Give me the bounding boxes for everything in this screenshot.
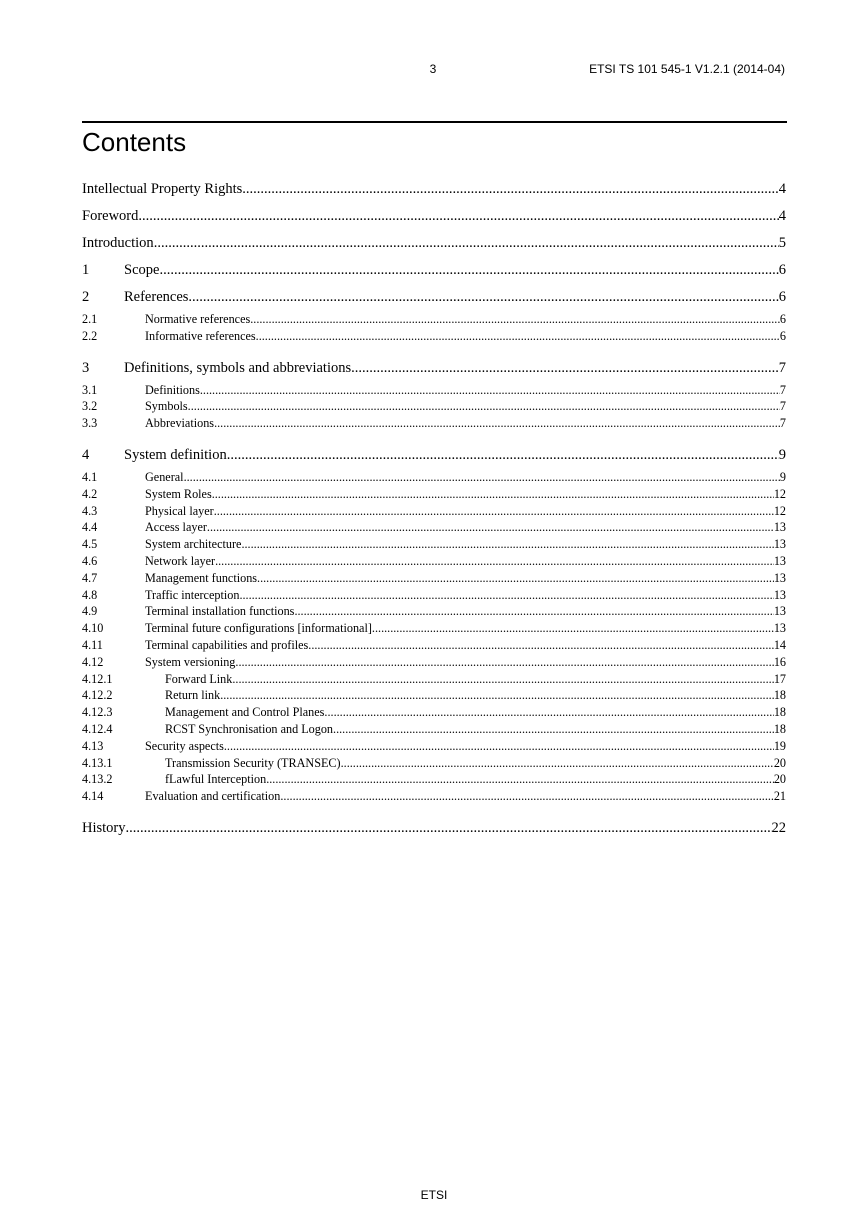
dot-leader [214, 415, 780, 432]
toc-entry-page: 13 [773, 604, 786, 619]
toc-entry-title[interactable]: Definitions, symbols and abbreviations [124, 359, 352, 376]
toc-entry-page: 9 [779, 469, 786, 484]
toc-entry-page: 18 [773, 721, 786, 736]
toc-entry[interactable] [82, 284, 786, 311]
toc-entry-page: 9 [778, 446, 786, 463]
toc-entry-page: 14 [773, 637, 786, 652]
toc-entry-number: 4.2 [82, 486, 98, 501]
toc-entry[interactable] [82, 738, 786, 755]
toc-entry-page: 6 [779, 328, 786, 343]
toc-entry-number: 4.12.4 [82, 721, 113, 736]
toc-entry-title[interactable]: Evaluation and certification [145, 789, 281, 804]
toc-entry[interactable] [82, 311, 786, 328]
toc-entry-title[interactable]: Terminal capabilities and profiles [145, 637, 309, 652]
toc-entry[interactable] [82, 553, 786, 570]
toc-entry[interactable] [82, 587, 786, 604]
dot-leader [333, 721, 774, 738]
toc-entry[interactable] [82, 654, 786, 671]
toc-entry-page: 5 [778, 235, 786, 251]
toc-entry[interactable] [82, 771, 786, 788]
toc-entry-page: 21 [773, 789, 786, 804]
toc-entry-page: 20 [773, 755, 786, 770]
toc-entry-number: 2.2 [82, 328, 98, 343]
toc-entry[interactable] [82, 257, 786, 284]
toc-entry-number: 2.1 [82, 312, 98, 326]
toc-entry-page: 7 [779, 416, 786, 431]
toc-entry-number: 4.13.1 [82, 755, 113, 770]
dot-leader [154, 230, 779, 257]
toc-entry-number: 4.13.2 [82, 772, 113, 787]
toc-entry-title[interactable]: Access layer [145, 520, 207, 535]
dot-leader [294, 603, 773, 620]
toc-entry[interactable] [82, 704, 786, 721]
toc-entry-title[interactable]: Normative references [145, 312, 251, 326]
dot-leader [372, 620, 774, 637]
toc-entry-title[interactable]: Terminal installation functions [145, 604, 295, 619]
toc-entry-page: 13 [773, 621, 786, 636]
toc-entry-number: 4.8 [82, 587, 98, 602]
toc-entry-page: 13 [773, 537, 786, 552]
toc-entry-title[interactable]: Forward Link [165, 671, 233, 686]
dot-leader [257, 570, 774, 587]
toc-entry[interactable] [82, 637, 786, 654]
toc-entry-title[interactable]: Transmission Security (TRANSEC) [165, 755, 341, 770]
toc-entry[interactable] [82, 203, 786, 230]
toc-entry-number: 4 [82, 446, 90, 463]
toc-entry-page: 4 [778, 181, 786, 197]
toc-entry-page: 7 [778, 359, 786, 376]
toc-entry-title[interactable]: System versioning [145, 654, 236, 669]
toc-entry[interactable] [82, 382, 786, 399]
toc-entry-number: 2 [82, 289, 90, 305]
toc-entry-title[interactable]: General [145, 469, 184, 484]
toc-entry[interactable] [82, 687, 786, 704]
toc-entry[interactable] [82, 815, 786, 842]
toc-entry-number: 4.12.3 [82, 705, 113, 720]
dot-leader [215, 553, 774, 570]
toc-entry-title[interactable]: Intellectual Property Rights [82, 181, 243, 197]
toc-entry[interactable] [82, 486, 786, 503]
toc-entry-title[interactable]: Network layer [145, 553, 216, 568]
toc-entry[interactable] [82, 620, 786, 637]
dot-leader [184, 469, 780, 486]
toc-entry-number: 4.9 [82, 604, 98, 619]
footer-organization: ETSI [420, 1188, 448, 1202]
toc-entry[interactable] [82, 536, 786, 553]
toc-entry-page: 13 [773, 520, 786, 535]
dot-leader [239, 587, 773, 604]
toc-entry-page: 13 [773, 570, 786, 585]
toc-entry[interactable] [82, 230, 786, 257]
toc-entry-number: 1 [82, 262, 90, 278]
toc-entry-title[interactable]: Symbols [145, 399, 188, 414]
toc-entry-title[interactable]: Physical layer [145, 503, 214, 518]
toc-entry-title[interactable]: System Roles [145, 486, 212, 501]
toc-entry-number: 4.12.2 [82, 688, 113, 703]
dot-leader [214, 503, 774, 520]
dot-leader [200, 382, 780, 399]
toc-entry-title[interactable]: Management and Control Planes [165, 705, 325, 720]
dot-leader [232, 671, 773, 688]
toc-entry-number: 4.12.1 [82, 671, 113, 686]
toc-entry-number: 4.11 [82, 637, 103, 652]
toc-entry[interactable] [82, 355, 786, 382]
dot-leader [220, 687, 774, 704]
dot-leader [280, 788, 773, 805]
toc-entry-page: 18 [773, 688, 786, 703]
toc-entry-page: 17 [773, 671, 786, 686]
toc-entry-title[interactable]: RCST Synchronisation and Logon [165, 721, 334, 736]
toc-entry[interactable] [82, 570, 786, 587]
toc-entry-number: 3.3 [82, 416, 98, 431]
toc-entry-number: 3.1 [82, 382, 98, 397]
toc-entry-number: 4.12 [82, 654, 104, 669]
toc-entry[interactable] [82, 398, 786, 415]
toc-entry-title[interactable]: System definition [124, 446, 227, 463]
toc-entry[interactable] [82, 788, 786, 805]
toc-entry[interactable] [82, 415, 786, 432]
dot-leader [212, 486, 774, 503]
dot-leader [242, 176, 778, 203]
toc-entry[interactable] [82, 176, 786, 203]
table-of-contents [82, 176, 786, 842]
toc-entry-page: 12 [773, 503, 786, 518]
dot-leader [351, 355, 779, 382]
toc-entry-number: 4.1 [82, 469, 98, 484]
toc-entry[interactable] [82, 671, 786, 688]
toc-entry-number: 4.3 [82, 503, 98, 518]
toc-entry-page: 7 [779, 382, 786, 397]
toc-entry-page: 16 [773, 654, 786, 669]
toc-entry[interactable] [82, 755, 786, 772]
toc-entry[interactable] [82, 503, 786, 520]
toc-entry-number: 4.14 [82, 789, 104, 804]
dot-leader [126, 815, 772, 842]
toc-entry-page: 18 [773, 705, 786, 720]
toc-entry[interactable] [82, 721, 786, 738]
toc-entry-page: 6 [778, 289, 786, 305]
toc-entry-title[interactable]: Traffic interception [145, 587, 240, 602]
dot-leader [266, 771, 774, 788]
toc-entry-number: 3 [82, 359, 90, 376]
dot-leader [188, 398, 780, 415]
toc-entry[interactable] [82, 469, 786, 486]
document-reference: ETSI TS 101 545-1 V1.2.1 (2014-04) [589, 62, 785, 76]
toc-entry-page: 22 [771, 819, 786, 836]
toc-entry-number: 3.2 [82, 399, 98, 414]
toc-entry-title[interactable]: Return link [165, 688, 221, 703]
dot-leader [188, 284, 778, 311]
dot-leader [235, 654, 773, 671]
toc-entry[interactable] [82, 442, 786, 469]
toc-entry-title[interactable]: Foreword [82, 208, 139, 224]
toc-entry-page: 19 [773, 738, 786, 753]
dot-leader [341, 755, 774, 772]
toc-entry-number: 4.6 [82, 553, 98, 568]
toc-entry[interactable] [82, 603, 786, 620]
toc-entry-title[interactable]: fLawful Interception [165, 772, 267, 787]
dot-leader [250, 311, 780, 328]
toc-entry-number: 4.4 [82, 520, 98, 535]
toc-entry-page: 13 [773, 553, 786, 568]
toc-entry-title[interactable]: System architecture [145, 537, 242, 552]
toc-entry-number: 4.13 [82, 738, 104, 753]
dot-leader [207, 519, 774, 536]
toc-entry-title[interactable]: Management functions [145, 570, 258, 585]
toc-entry-page: 7 [779, 399, 786, 414]
toc-entry-page: 12 [773, 486, 786, 501]
toc-entry-title[interactable]: Definitions [145, 382, 200, 397]
toc-entry-title[interactable]: Terminal future configurations [informational] [145, 621, 372, 636]
toc-entry-title[interactable]: Introduction [82, 235, 154, 251]
dot-leader [138, 203, 778, 230]
dot-leader [227, 442, 779, 469]
toc-entry-title[interactable]: Scope [124, 262, 160, 278]
toc-entry-title[interactable]: Informative references [145, 328, 256, 343]
dot-leader [241, 536, 773, 553]
toc-entry[interactable] [82, 328, 786, 345]
dot-leader [308, 637, 774, 654]
toc-entry-page: 6 [779, 312, 786, 326]
dot-leader [159, 257, 778, 284]
page-number: 3 [429, 62, 437, 76]
dot-leader [256, 328, 780, 345]
toc-entry-number: 4.7 [82, 570, 98, 585]
toc-entry[interactable] [82, 519, 786, 536]
page-title: Contents [82, 127, 187, 157]
dot-leader [224, 738, 774, 755]
toc-entry-page: 20 [773, 772, 786, 787]
toc-entry-page: 13 [773, 587, 786, 602]
dot-leader [324, 704, 773, 721]
header-rule [82, 121, 787, 123]
toc-entry-page: 6 [778, 262, 786, 278]
toc-entry-title[interactable]: References [124, 289, 189, 305]
toc-entry-title[interactable]: Abbreviations [145, 416, 215, 431]
toc-entry-number: 4.5 [82, 537, 98, 552]
toc-entry-number: 4.10 [82, 621, 104, 636]
toc-entry-title[interactable]: History [82, 819, 126, 836]
toc-entry-page: 4 [778, 208, 786, 224]
toc-entry-title[interactable]: Security aspects [145, 738, 224, 753]
